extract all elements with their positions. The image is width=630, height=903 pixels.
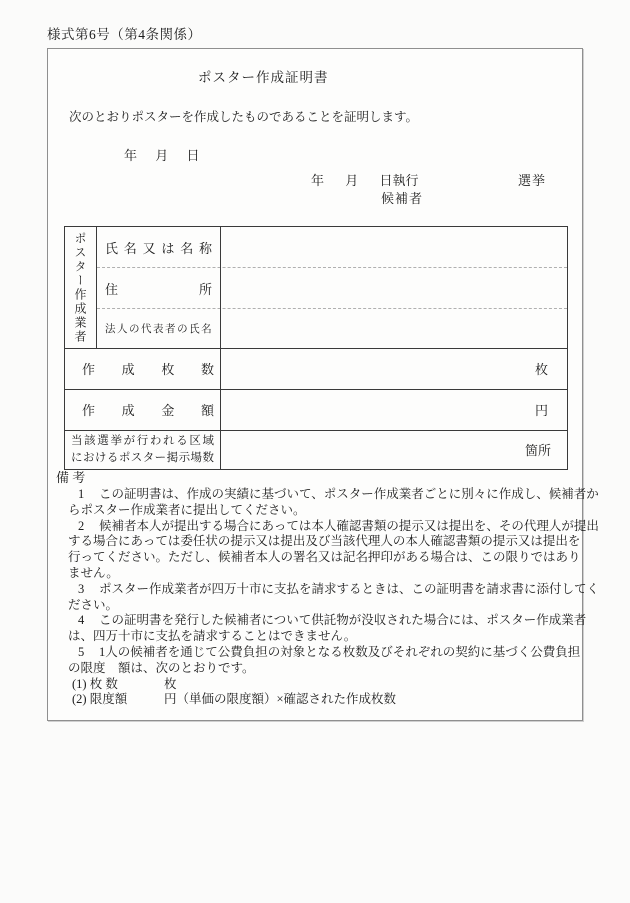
remark-5-line-1: 5 1人の候補者を通じて公費負担の対象となる枚数及びそれぞれの契約に基づく公費負担 xyxy=(78,644,581,659)
remark-1-line-2: らポスター作成業者に提出してください。 xyxy=(68,502,306,517)
name-or-title-input-cell[interactable] xyxy=(221,227,567,267)
label-name-or-title: 氏 名 又 は 名 称 xyxy=(105,240,212,256)
label-amount: 作 成 金 額 xyxy=(82,403,214,418)
remark-number: 2 xyxy=(78,518,85,533)
remarks-section xyxy=(48,469,600,708)
label-poster-board-count: 当該選挙が行われる区域 におけるポスター掲示場数 xyxy=(71,434,214,464)
poster-board-count-input-cell[interactable] xyxy=(221,430,567,469)
remark-5-line-2: の限度 額は、次のとおりです。 xyxy=(68,660,255,675)
unit-sheets: 枚 xyxy=(534,362,548,377)
issue-date-line: 年 月 日 xyxy=(124,148,200,163)
remark-2-line-4: ません。 xyxy=(68,565,119,580)
remark-number: 3 xyxy=(78,581,85,596)
certificate-sheet xyxy=(47,48,600,721)
remark-number: 5 xyxy=(78,644,85,659)
corporate-representative-input-cell[interactable] xyxy=(221,308,567,348)
remarks-heading: 備 考 xyxy=(56,470,86,485)
remark-2-line-2: する場合にあっては委任状の提示又は提出及び当該代理人の本人確認書類の提示又は提出を xyxy=(68,534,581,549)
unit-yen: 円 xyxy=(534,403,548,418)
label-address: 住 所 xyxy=(105,281,212,297)
page-title: ポスター作成証明書 xyxy=(198,70,329,85)
copies-made-input-cell[interactable] xyxy=(221,348,567,389)
candidate-label: 候補者 xyxy=(381,191,424,206)
remarks-list xyxy=(48,487,600,708)
remark-3-line-1: 3 ポスター作成業者が四万十市に支払を請求するときは、この証明書を請求書に添付してく xyxy=(78,581,600,596)
election-execution-date: 年 月 日執行 xyxy=(311,173,419,188)
remark-number: 1 xyxy=(78,487,85,501)
label-copies-made: 作 成 枚 数 xyxy=(82,362,214,377)
certification-statement: 次のとおりポスターを作成したものであることを証明します。 xyxy=(69,110,419,124)
remark-3-line-2: ださい。 xyxy=(68,597,119,612)
remark-4-line-2: は、四万十市に支払を請求することはできません。 xyxy=(68,629,357,644)
form-number-label: 様式第6号（第4条関係） xyxy=(47,27,202,42)
unit-locations: 箇所 xyxy=(524,443,551,458)
remark-2-line-1: 2 候補者本人が提出する場合にあっては本人確認書類の提示又は提出を、その代理人が提出 xyxy=(78,518,599,533)
amount-input-cell[interactable] xyxy=(221,389,567,430)
poster-maker-group-header: ポスター作成業者 xyxy=(65,227,97,348)
remark-1-line-1: 1 この証明書は、作成の実績に基づいて、ポスター作成業者ごとに別々に作成し、候補者か xyxy=(78,487,599,501)
remark-4-line-1: 4 この証明書を発行した候補者について供託物が没収された場合には、ポスター作成業者 xyxy=(78,613,587,628)
election-suffix-label: 選挙 xyxy=(518,173,547,188)
address-input-cell[interactable] xyxy=(221,268,567,308)
remark-2-line-3: 行ってください。ただし、候補者本人の署名又は記名押印がある場合は、この限りではあり xyxy=(68,550,581,565)
poster-info-table xyxy=(64,226,568,470)
remark-number: 4 xyxy=(78,613,85,628)
remark-5-sub-2: (2) 限度額 円（単価の限度額）×確認された作成枚数 xyxy=(72,692,397,707)
remark-5-sub-1: (1) 枚 数 枚 xyxy=(72,676,177,691)
label-corporate-representative: 法人の代表者の氏名 xyxy=(105,323,212,335)
